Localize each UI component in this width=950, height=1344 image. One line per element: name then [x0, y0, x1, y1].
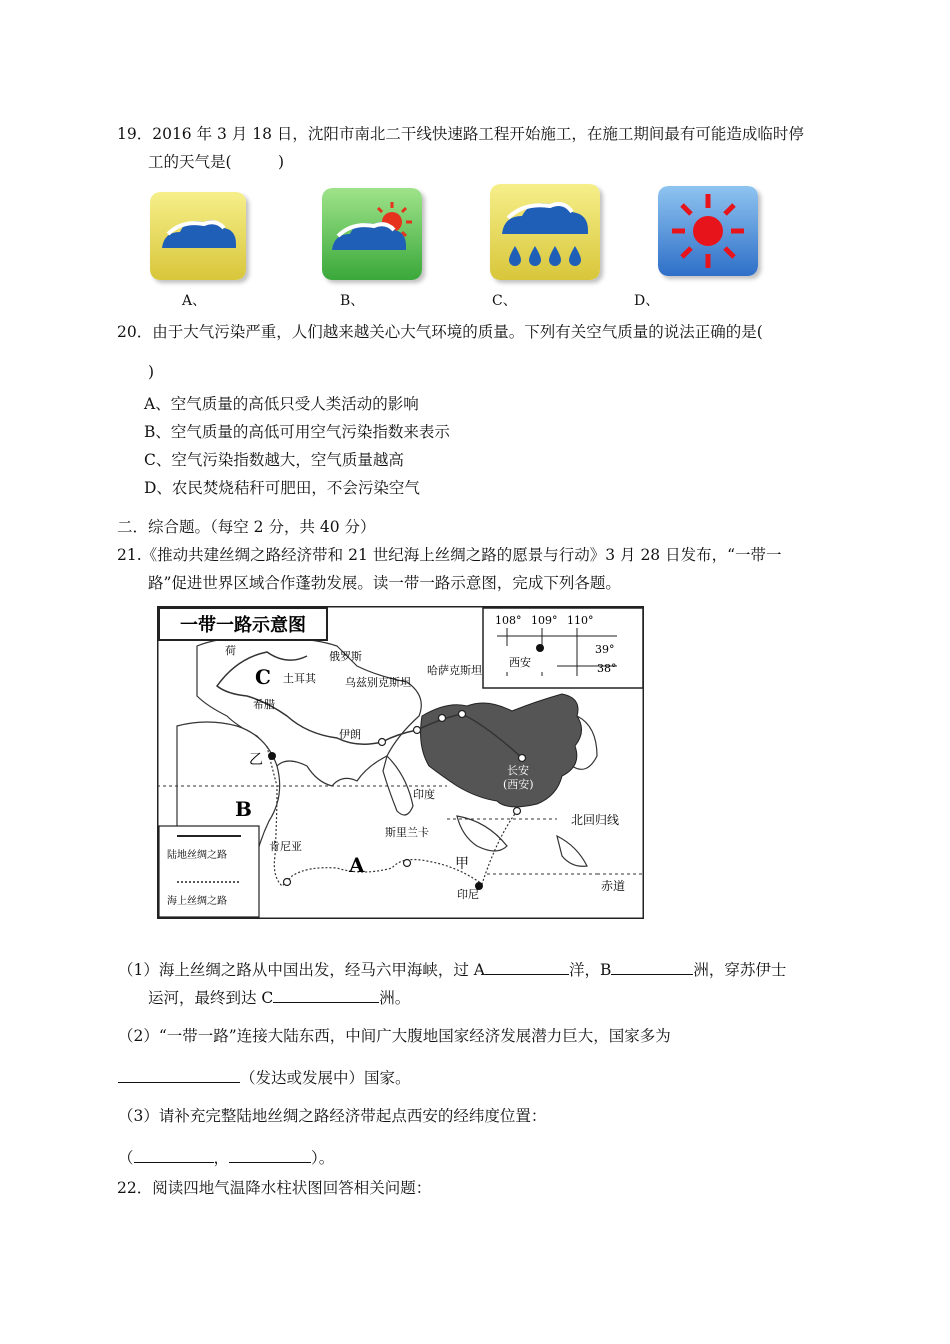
q21-sub1-text-c: 洲，穿苏伊士 — [693, 961, 787, 979]
q21-stem-cont: 路”促进世界区域合作蓬勃发展。读一带一路示意图，完成下列各题。 — [148, 574, 621, 592]
q19-option-b[interactable]: B、 — [340, 293, 365, 309]
q21-sub2-line2 — [118, 1066, 411, 1088]
q22-stem: 22．阅读四地气温降水柱状图回答相关问题： — [117, 1179, 432, 1197]
q21-sub3-line1: （3）请补充完整陆地丝绸之路经济带起点西安的经纬度位置： — [118, 1107, 547, 1125]
label-tropic: 北回归线 — [571, 813, 620, 827]
q21-sub2-text-b: （发达或发展中）国家。 — [240, 1069, 411, 1087]
blank-continent-c[interactable] — [273, 986, 379, 1003]
label-xian: (西安) — [503, 778, 534, 791]
label-changan: 长安 — [507, 764, 529, 777]
cloudy-icon — [150, 192, 246, 280]
label-europe-b: 土耳其 — [283, 672, 316, 685]
q20-option-d[interactable]: D、农民焚烧秸秆可肥田，不会污染空气 — [144, 479, 420, 497]
q20-option-c[interactable]: C、空气污染指数越大，空气质量越高 — [144, 451, 404, 469]
q21-sub3-line2 — [118, 1146, 334, 1168]
label-europe-a: 荷 — [225, 644, 236, 657]
inset-lon-110: 110° — [567, 614, 594, 627]
q21-sub3-comma: ， — [213, 1149, 230, 1167]
q20-stem: 20．由于大气污染严重，人们越来越关心大气环境的质量。下列有关空气质量的说法正确的是( — [117, 323, 763, 341]
inset-lat-39: 39° — [595, 643, 615, 656]
legend-land-label: 陆地丝绸之路 — [167, 850, 227, 861]
q19-option-d[interactable]: D、 — [634, 293, 660, 309]
legend-sea-label: 海上丝绸之路 — [167, 896, 227, 907]
label-kenya: 肯尼亚 — [269, 840, 302, 853]
q21-sub1-line2 — [148, 986, 410, 1008]
label-a: A — [349, 853, 365, 877]
label-uzbekistan: 乌兹别克斯坦 — [345, 676, 411, 689]
blank-country-type[interactable] — [118, 1066, 240, 1083]
label-india: 印度 — [413, 788, 435, 801]
partly-cloudy-icon — [322, 188, 422, 280]
label-indonesia: 印尼 — [457, 888, 479, 901]
label-kazakhstan: 哈萨克斯坦 — [427, 664, 482, 677]
q19-option-c[interactable]: C、 — [492, 293, 517, 309]
q21-sub3-open: （ — [118, 1149, 134, 1167]
section-heading: 二．综合题。（每空 2 分，共 40 分） — [117, 518, 376, 536]
blank-ocean-a[interactable] — [485, 958, 569, 975]
q21-sub1-text-b: 洋，B — [568, 961, 612, 979]
q21-sub3-close: ）。 — [311, 1149, 335, 1167]
q20-stem-cont: ) — [148, 363, 155, 381]
blank-latitude[interactable] — [229, 1146, 311, 1163]
q21-stem: 21.《推动共建丝绸之路经济带和 21 世纪海上丝绸之路的愿景与行动》3 月 28 日发布，“一带一 — [117, 546, 782, 564]
inset-lat-38: 38° — [597, 662, 617, 675]
label-b: B — [235, 797, 252, 821]
label-equator: 赤道 — [601, 879, 626, 893]
q21-sub1-text-a: （1）海上丝绸之路从中国出发，经马六甲海峡，过 A — [118, 961, 485, 979]
q21-sub1-text-e: 洲。 — [379, 989, 411, 1007]
label-srilanka: 斯里兰卡 — [385, 826, 429, 839]
rain-icon — [490, 184, 600, 280]
map-title: 一带一路示意图 — [180, 615, 306, 636]
blank-longitude[interactable] — [134, 1146, 214, 1163]
q21-sub1-line1 — [118, 958, 786, 980]
label-yi: 乙 — [249, 752, 263, 768]
q21-sub1-text-d: 运河，最终到达 C — [148, 989, 274, 1007]
inset-lon-108: 108° — [495, 614, 522, 627]
label-europe-c: 希腊 — [253, 698, 275, 711]
q19-stem: 19．2016 年 3 月 18 日，沈阳市南北二干线快速路工程开始施工，在施工期间最有可能造成临时停 — [117, 125, 804, 143]
label-russia: 俄罗斯 — [329, 650, 362, 663]
q19-stem-cont: 工的天气是( ) — [148, 153, 285, 171]
label-c: C — [255, 665, 271, 689]
inset-lon-109: 109° — [531, 614, 558, 627]
label-jia: 甲 — [455, 856, 469, 872]
sunny-icon — [658, 186, 758, 276]
q20-option-a[interactable]: A、空气质量的高低只受人类活动的影响 — [144, 395, 419, 413]
blank-continent-b[interactable] — [611, 958, 693, 975]
inset-city-label: 西安 — [509, 656, 531, 669]
point-yi-dot — [268, 752, 276, 760]
label-iran: 伊朗 — [339, 728, 361, 741]
q21-sub2-line1: （2）“一带一路”连接大陆东西，中间广大腹地国家经济发展潜力巨大，国家多为 — [118, 1027, 671, 1045]
belt-road-map — [157, 606, 644, 919]
q20-option-b[interactable]: B、空气质量的高低可用空气污染指数来表示 — [144, 423, 450, 441]
xian-inset-dot — [536, 644, 544, 652]
q19-option-a[interactable]: A、 — [182, 293, 207, 309]
